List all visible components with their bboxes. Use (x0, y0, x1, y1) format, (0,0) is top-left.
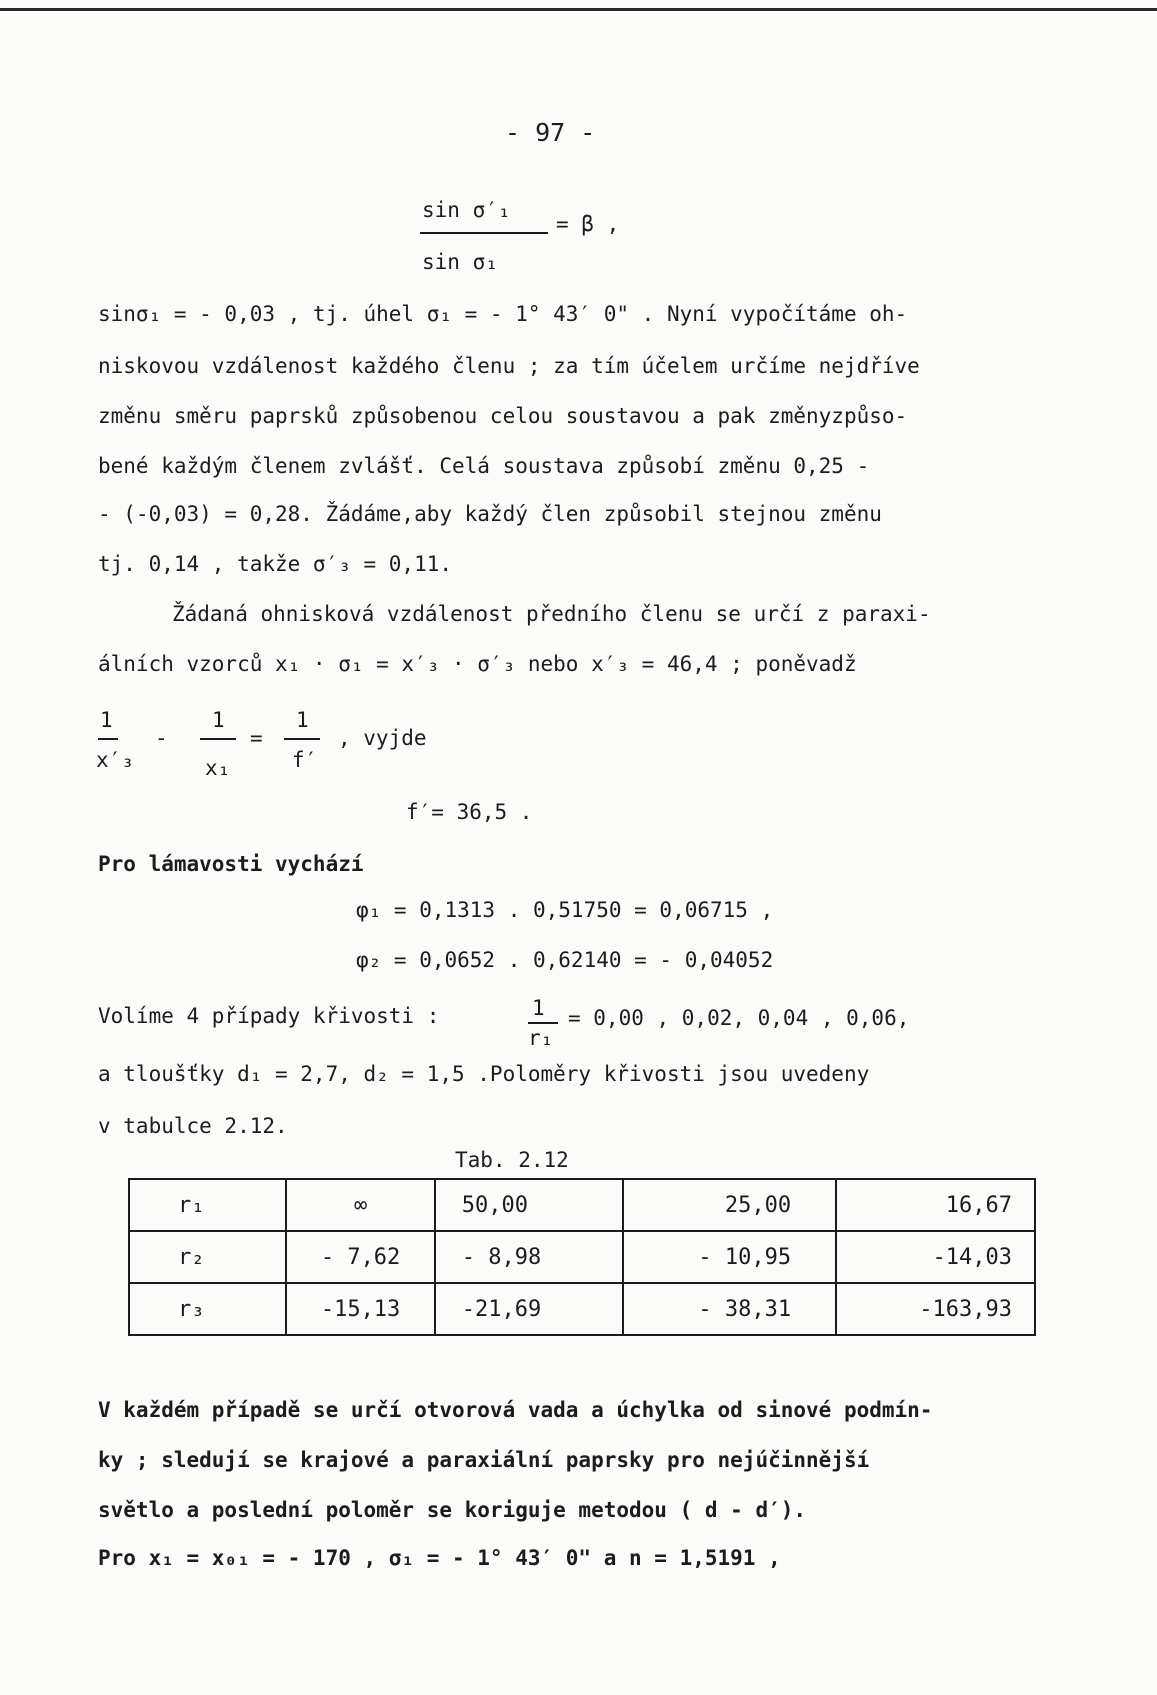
paragraph3-line-4: Pro x₁ = x₀₁ = - 170 , σ₁ = - 1° 43′ 0" a n = 1,5191 , (98, 1546, 781, 1570)
table-cell: -21,69 (435, 1283, 623, 1335)
term2-bar (200, 738, 236, 740)
phi2-equation: φ₂ = 0,0652 . 0,62140 = - 0,04052 (356, 948, 774, 972)
paragraph1-line-1: sinσ₁ = - 0,03 , tj. úhel σ₁ = - 1° 43′ 0" . Nyní vypočítáme oh- (98, 302, 908, 326)
table-cell: ∞ (286, 1179, 434, 1231)
table-cell: - 10,95 (623, 1231, 836, 1283)
paragraph1-line-6: tj. 0,14 , takže σ′₃ = 0,11. (98, 552, 453, 576)
top-rule (0, 8, 1157, 11)
formula-denominator: sin σ₁ (422, 250, 498, 274)
formula-rhs: = β , (556, 212, 620, 236)
term1-bar (98, 738, 118, 740)
curvature-frac-bar (528, 1022, 558, 1024)
table-row (129, 1179, 1035, 1231)
radii-table (128, 1178, 1036, 1336)
paragraph3-line-1: V každém případě se určí otvorová vada a úchylka od sinové podmín- (98, 1398, 933, 1422)
term3-bar (284, 738, 320, 740)
curvature-frac-num: 1 (532, 996, 545, 1020)
term2-denominator: x₁ (205, 756, 231, 780)
curvature-frac-den: r₁ (528, 1026, 554, 1050)
row-header: r₁ (129, 1179, 286, 1231)
term2-numerator: 1 (212, 708, 225, 732)
curvature-values: = 0,00 , 0,02, 0,04 , 0,06, (568, 1006, 910, 1030)
paragraph1-line-2: niskovou vzdálenost každého členu ; za tím účelem určíme nejdříve (98, 354, 920, 378)
row-header: r₃ (129, 1283, 286, 1335)
paragraph1-line-5: - (-0,03) = 0,28. Žádáme,aby každý člen způsobil stejnou změnu (98, 502, 882, 526)
table-cell: -163,93 (836, 1283, 1035, 1335)
curvature-prefix: Volíme 4 případy křivosti : (98, 1004, 440, 1028)
page-number: - 97 - (505, 118, 596, 147)
row-header: r₂ (129, 1231, 286, 1283)
table-cell: 50,00 (435, 1179, 623, 1231)
thickness-line: a tloušťky d₁ = 2,7, d₂ = 1,5 .Poloměry křivosti jsou uvedeny (98, 1062, 870, 1086)
formula-numerator: sin σ′₁ (422, 198, 511, 222)
refraction-intro: Pro lámavosti vychází (98, 852, 364, 876)
term3-denominator: f′ (292, 748, 318, 772)
paragraph3-line-3: světlo a poslední poloměr se koriguje metodou ( d - d′). (98, 1498, 807, 1522)
lens-formula-suffix: , vyjde (338, 726, 427, 750)
table-cell: - 8,98 (435, 1231, 623, 1283)
table-cell: - 7,62 (286, 1231, 434, 1283)
table-row (129, 1283, 1035, 1335)
table-caption: Tab. 2.12 (455, 1148, 569, 1172)
table-cell: 16,67 (836, 1179, 1035, 1231)
minus-sign: - (155, 726, 168, 750)
table-cell: 25,00 (623, 1179, 836, 1231)
paragraph1-line-4: bené každým členem zvlášť. Celá soustava způsobí změnu 0,25 - (98, 454, 870, 478)
focal-length-result: f′= 36,5 . (406, 800, 533, 824)
term1-denominator: x′₃ (96, 748, 134, 772)
phi1-equation: φ₁ = 0,1313 . 0,51750 = 0,06715 , (356, 898, 774, 922)
table-cell: -14,03 (836, 1231, 1035, 1283)
paragraph2-line-1: Žádaná ohnisková vzdálenost předního členu se určí z paraxi- (172, 602, 931, 626)
table-cell: - 38,31 (623, 1283, 836, 1335)
table-cell: -15,13 (286, 1283, 434, 1335)
term1-numerator: 1 (100, 708, 113, 732)
paragraph3-line-2: ky ; sledují se krajové a paraxiální paprsky pro nejúčinnější (98, 1448, 870, 1472)
paragraph1-line-3: změnu směru paprsků způsobenou celou soustavou a pak změnyzpůso- (98, 404, 908, 428)
paragraph2-line-2: álních vzorců x₁ · σ₁ = x′₃ · σ′₃ nebo x′₃ = 46,4 ; poněvadž (98, 652, 857, 676)
term3-numerator: 1 (296, 708, 309, 732)
equals-sign: = (250, 726, 263, 750)
fraction-bar (420, 232, 548, 234)
table-row (129, 1231, 1035, 1283)
table-reference: v tabulce 2.12. (98, 1114, 288, 1138)
